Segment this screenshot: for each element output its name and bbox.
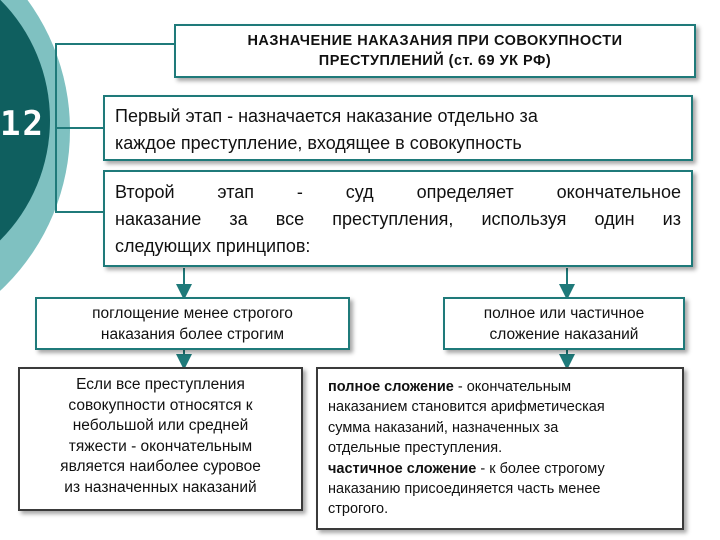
title-box	[174, 24, 696, 78]
addition-detail-box	[316, 367, 684, 530]
partial-addition-text: строгого.	[328, 501, 389, 518]
full-addition-text: отдельные преступления.	[328, 440, 503, 457]
addition-text: полное или частичное	[483, 305, 645, 322]
stage2-text: Второй этап - суд определяет окончательное	[115, 182, 681, 202]
absorption-detail-box	[18, 367, 303, 511]
absorption-text: наказания более строгим	[100, 326, 285, 343]
stage2-box	[103, 170, 693, 267]
absorption-text: поглощение менее строгого	[92, 305, 293, 322]
absorption-detail-text: Если все преступления	[76, 376, 245, 393]
full-addition-text: наказанием становится арифметическая	[328, 399, 605, 416]
title-line: ПРЕСТУПЛЕНИЙ (ст. 69 УК РФ)	[318, 53, 552, 69]
stage2-text: наказание за все преступления, используя один из	[115, 209, 681, 229]
addition-text: сложение наказаний	[489, 326, 639, 343]
absorption-detail-text: совокупности относятся к	[68, 396, 253, 414]
absorption-detail-text: тяжести - окончательным	[68, 437, 253, 455]
slide-number: 12	[0, 104, 45, 144]
stage2-text: следующих принципов:	[115, 236, 311, 256]
title-line: НАЗНАЧЕНИЕ НАКАЗАНИЯ ПРИ СОВОКУПНОСТИ	[247, 33, 623, 49]
addition-principle-box	[443, 297, 685, 350]
full-addition-text: - окончательным	[453, 379, 572, 395]
partial-addition-text: наказанию присоединяется часть менее	[328, 481, 601, 498]
partial-addition-term: частичное сложение	[328, 460, 477, 477]
partial-addition-text: - к более строгому	[476, 460, 605, 477]
partial-addition-line	[328, 459, 682, 479]
absorption-detail-text: является наиболее суровое	[60, 458, 261, 475]
full-addition-line	[328, 377, 682, 397]
absorption-detail-text: небольшой или средней	[72, 417, 249, 434]
stage1-text: каждое преступление, входящее в совокупность	[115, 133, 522, 153]
stage1-text: Первый этап - назначается наказание отдельно за	[115, 106, 538, 126]
absorption-detail-text: из назначенных наказаний	[64, 478, 257, 496]
full-addition-term: полное сложение	[328, 379, 454, 395]
absorption-principle-box	[35, 297, 350, 350]
stage1-box	[103, 95, 693, 161]
full-addition-text: сумма наказаний, назначенных за	[328, 419, 559, 436]
